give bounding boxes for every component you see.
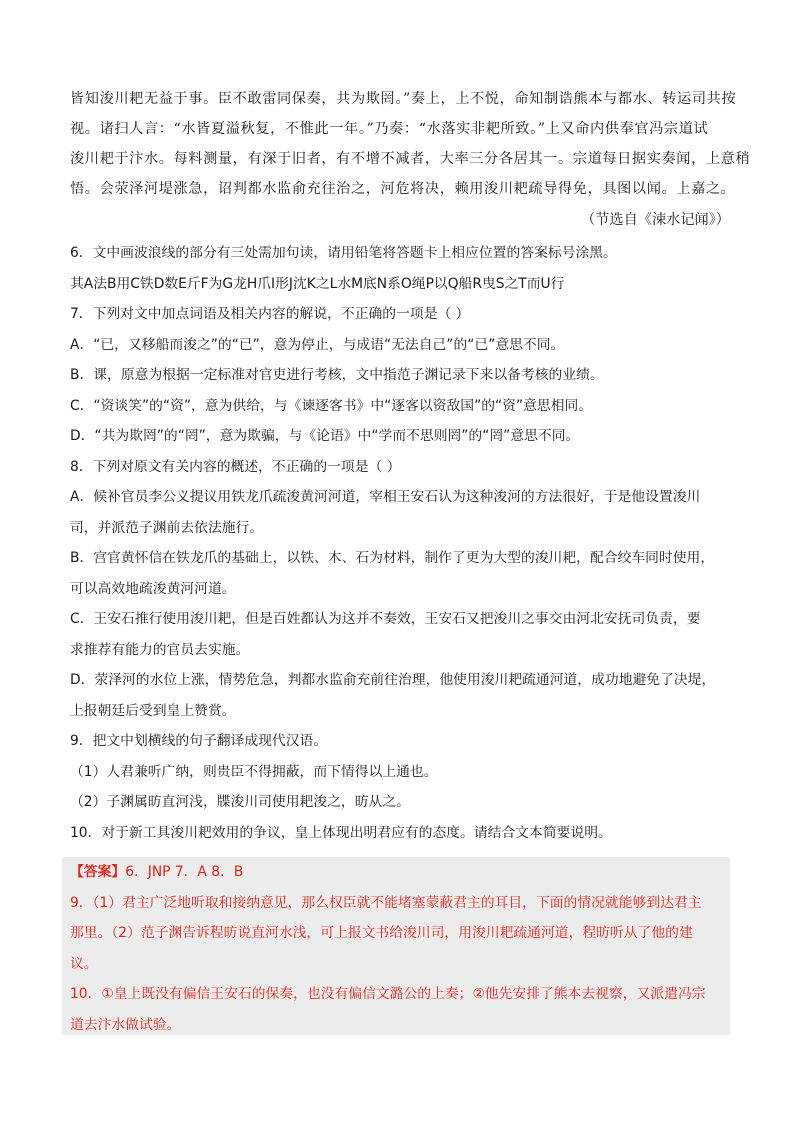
answer-label: 【答案】 bbox=[70, 864, 126, 880]
passage bbox=[70, 84, 751, 236]
answers bbox=[70, 857, 730, 1040]
question-8-option-a-cont: 司，并派范子渊前去依法施行。 bbox=[70, 519, 264, 536]
answer-choice-values: 6．JNP 7．A 8．B bbox=[125, 864, 244, 880]
answer-9-line: 9．（1）君主广泛地听取和接纳意见，那么权臣就不能堵塞蒙蔽君主的耳目，下面的情况就能够到达君主 bbox=[70, 894, 702, 911]
question-7: 7．下列对文中加点词语及相关内容的解说，不正确的一项是（ ） bbox=[70, 306, 470, 322]
question-10: 10．对于新工具浚川耙效用的争议，皇上体现出明君应有的态度。请结合文本简要说明。 bbox=[70, 824, 612, 841]
answer-choices bbox=[70, 857, 730, 888]
answer-10-line: 10．①皇上既没有偏信王安石的保奏，也没有偏信文潞公的上奏；②他先安排了熊本去视察，又派遣冯宗 bbox=[70, 986, 706, 1002]
passage-line: 视。诸扫人言：“水皆夏溢秋复，不惟此一年。”乃奏：“水落实非耙所致。”上又命内供奉官冯宗道试 bbox=[70, 121, 709, 137]
question-8-option-b-cont: 可以高效地疏浚黄河河道。 bbox=[70, 580, 236, 597]
passage-line: 悟。会荥泽河堤涨急，诏判都水监俞充往治之，河危将决，赖用浚川耙疏导得免，具图以闻。上嘉之。 bbox=[70, 181, 736, 197]
question-8-option-c: C．王安石推行使用浚川耙，但是百姓都认为这并不奏效，王安石又把浚川之事交由河北安抚司负责，要 bbox=[70, 611, 701, 627]
document-page bbox=[70, 84, 751, 848]
question-9: 9．把文中划横线的句子翻译成现代汉语。 bbox=[70, 733, 328, 749]
answer-9-line: 那里。（2）范子渊告诉程昉说直河水浅，可上报文书给浚川司，用浚川耙疏通河道，程昉听从了他的建 bbox=[70, 925, 693, 941]
question-8-option-d-cont: 上报朝廷后受到皇上赞赏。 bbox=[70, 702, 236, 719]
question-8-option-b: B．宫官黄怀信在铁龙爪的基础上，以铁、木、石为材料，制作了更为大型的浚川耙，配合绞车同时使用， bbox=[70, 550, 715, 566]
passage-line: 皆知浚川耙无益于事。臣不敢雷同保奏，共为欺罔。”奏上，上不悦，命知制诰熊本与都水、转运司共按 bbox=[70, 91, 737, 107]
question-7-option-b: B．课，原意为根据一定标准对官吏进行考核，文中指范子渊记录下来以备考核的业绩。 bbox=[70, 367, 604, 383]
question-8-option-a: A．候补官员李公义提议用铁龙爪疏浚黄河河道，宰相王安石认为这种浚河的方法很好，于是他设置浚川 bbox=[70, 489, 701, 505]
answer-9-line: 议。 bbox=[70, 955, 98, 972]
answer-10-line: 道去汴水做试验。 bbox=[70, 1016, 181, 1033]
question-7-option-c: C．“资谈笑”的“资”，意为供给，与《谏逐客书》中“逐客以资敌国”的“资”意思相同。 bbox=[70, 397, 593, 414]
passage-source: （节选自《涑水记闻》） bbox=[581, 212, 730, 228]
question-7-option-a: A．“已，又移船而浚之”的“已”，意为停止，与成语“无法自己”的“已”意思不同。 bbox=[70, 336, 565, 353]
question-8-option-c-cont: 求推荐有能力的官员去实施。 bbox=[70, 641, 250, 658]
question-6-sequence: 其A法B用C铁D数E斤F为G龙H爪I形J沈K之L水M底N系O绳P以Q船R曳S之T而U行 bbox=[70, 275, 565, 292]
question-7-option-d: D．“共为欺罔”的“罔”，意为欺骗，与《论语》中“学而不思则罔”的“罔”意思不同。 bbox=[70, 428, 580, 444]
question-8: 8．下列对原文有关内容的概述，不正确的一项是（ ） bbox=[70, 458, 401, 475]
question-8-option-d: D．荥泽河的水位上涨，情势危急，判都水监俞充前往治理，他使用浚川耙疏通河道，成功地避免了决堤， bbox=[70, 672, 716, 688]
passage-line: 浚川耙于汴水。每料测量，有深于旧者，有不增不减者，大率三分各居其一。宗道每日据实奏闻，上意稍 bbox=[70, 151, 751, 167]
question-9-sentence-1: （1）人君兼听广纳，则贵臣不得拥蔽，而下情得以上通也。 bbox=[70, 763, 438, 780]
question-9-sentence-2: （2）子渊属昉直河浅，牒浚川司使用耙浚之，昉从之。 bbox=[70, 794, 410, 810]
question-6: 6．文中画波浪线的部分有三处需加句读，请用铅笔将答题卡上相应位置的答案标号涂黑。 bbox=[70, 245, 617, 261]
